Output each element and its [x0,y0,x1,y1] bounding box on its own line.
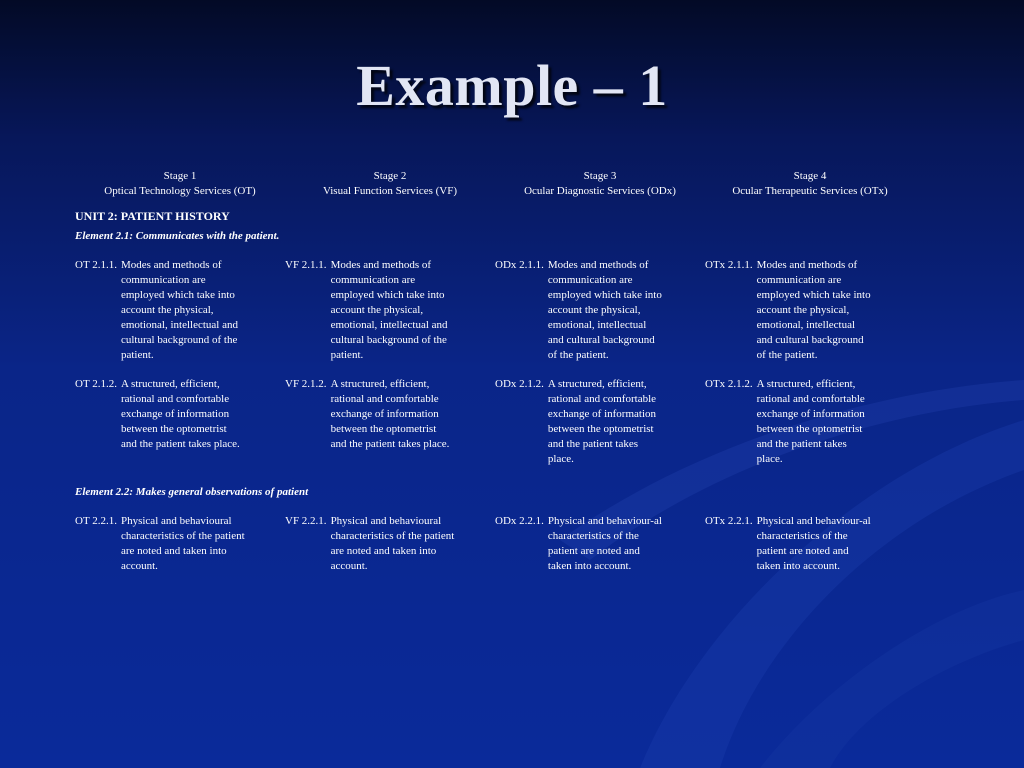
table-cell [75,258,285,363]
description-line: account the physical, [756,304,850,316]
description-line: taken into account. [756,560,841,572]
description-line: Physical and behavioural [120,515,232,527]
description-line: taken into account. [547,560,632,572]
competency-item [705,258,915,363]
competency-code: OT 2.1.1. [75,259,117,271]
table-cell [75,514,285,574]
element-heading-2-1: Element 2.1: Communicates with the patient. [75,230,280,242]
competency-item [75,514,285,574]
description-line: communication are [756,274,842,286]
description-line: account. [330,560,368,572]
description-line: cultural background of the [120,334,238,346]
stage-label: Stage 4 [793,170,827,182]
description-line: between the optometrist [120,423,227,435]
competency-item [285,258,495,363]
competency-code: ODx 2.2.1. [495,515,544,527]
table-cell [705,258,915,363]
description-line: A structured, efficient, [756,378,856,390]
description-line: emotional, intellectual [756,319,856,331]
stage-header-3 [495,169,705,199]
competency-description [548,514,662,574]
description-line: characteristics of the patient [330,530,455,542]
description-line: account. [120,560,158,572]
competency-code: ODx 2.1.1. [495,259,544,271]
description-line: Modes and methods of [547,259,649,271]
stage-header-1 [75,169,285,199]
element-2-2-rows [75,514,915,574]
table-cell [495,377,705,467]
description-line: employed which take into [756,289,871,301]
description-line: exchange of information [330,408,439,420]
table-cell [495,258,705,363]
description-line: and the patient takes place. [120,438,240,450]
description-line: patient are noted and [547,545,640,557]
description-line: are noted and taken into [330,545,437,557]
stage-service: Ocular Therapeutic Services (OTx) [732,185,888,197]
description-line: employed which take into [330,289,445,301]
description-line: exchange of information [756,408,865,420]
element-2-1-rows [75,258,915,467]
description-line: employed which take into [120,289,235,301]
description-line: and the patient takes place. [330,438,450,450]
description-line: rational and comfortable [330,393,439,405]
stage-label: Stage 1 [163,170,197,182]
competency-item [75,258,285,363]
description-line: emotional, intellectual [547,319,647,331]
table-cell [495,514,705,574]
competency-description [757,258,871,363]
table-cell [75,377,285,467]
competency-code: VF 2.1.1. [285,259,327,271]
description-line: place. [756,453,783,465]
description-line: rational and comfortable [120,393,230,405]
description-line: account the physical, [330,304,424,316]
table-row [75,258,915,363]
competency-table [75,169,915,574]
description-line: characteristics of the [756,530,848,542]
stage-header-2 [285,169,495,199]
element-heading-2-2: Element 2.2: Makes general observations of patient [75,486,309,498]
description-line: characteristics of the [547,530,639,542]
description-line: rational and comfortable [756,393,865,405]
description-line: A structured, efficient, [547,378,647,390]
competency-item [75,377,285,452]
competency-code: ODx 2.1.2. [495,378,544,390]
description-line: of the patient. [547,349,609,361]
description-line: emotional, intellectual and [330,319,448,331]
stage-service: Ocular Diagnostic Services (ODx) [524,185,676,197]
table-cell [285,258,495,363]
description-line: account the physical, [547,304,641,316]
description-line: Modes and methods of [120,259,222,271]
description-line: patient. [330,349,364,361]
description-line: A structured, efficient, [330,378,430,390]
competency-code: OT 2.2.1. [75,515,117,527]
description-line: Modes and methods of [756,259,858,271]
description-line: and the patient takes [547,438,638,450]
description-line: between the optometrist [547,423,654,435]
description-line: patient. [120,349,154,361]
competency-item [495,258,705,363]
competency-description [121,377,240,452]
competency-item [705,377,915,467]
competency-item [495,514,705,574]
stage-header-4 [705,169,915,199]
table-cell [285,377,495,467]
competency-description [121,514,245,574]
competency-description [331,258,448,363]
competency-description [331,377,450,452]
description-line: account the physical, [120,304,214,316]
description-line: Physical and behavioural [330,515,442,527]
competency-item [285,514,495,574]
description-line: exchange of information [547,408,657,420]
table-row [75,377,915,467]
competency-description [548,377,656,467]
competency-description [331,514,455,574]
description-line: and cultural background [756,334,864,346]
competency-description [121,258,238,363]
description-line: Physical and behaviour-al [756,515,871,527]
stage-label: Stage 3 [583,170,617,182]
description-line: communication are [330,274,416,286]
description-line: communication are [120,274,206,286]
description-line: and cultural background [547,334,655,346]
unit-heading: UNIT 2: PATIENT HISTORY [75,209,230,223]
competency-item [495,377,705,467]
table-cell [705,514,915,574]
competency-code: OTx 2.2.1. [705,515,753,527]
competency-code: VF 2.1.2. [285,378,327,390]
page-title: Example – 1 [356,53,668,118]
description-line: characteristics of the patient [120,530,245,542]
description-line: employed which take into [547,289,662,301]
description-line: between the optometrist [330,423,437,435]
description-line: emotional, intellectual and [120,319,238,331]
stage-label: Stage 2 [373,170,407,182]
description-line: rational and comfortable [547,393,657,405]
table-row [75,514,915,574]
competency-code: VF 2.2.1. [285,515,327,527]
stage-headers [75,169,915,199]
description-line: Physical and behaviour-al [547,515,662,527]
description-line: patient are noted and [756,545,849,557]
description-line: A structured, efficient, [120,378,220,390]
description-line: of the patient. [756,349,818,361]
table-cell [705,377,915,467]
competency-code: OTx 2.1.2. [705,378,753,390]
description-line: between the optometrist [756,423,863,435]
description-line: and the patient takes [756,438,847,450]
stage-service: Optical Technology Services (OT) [104,185,256,197]
competency-item [705,514,915,574]
description-line: cultural background of the [330,334,447,346]
competency-code: OT 2.1.2. [75,378,117,390]
description-line: exchange of information [120,408,230,420]
competency-item [285,377,495,452]
table-cell [285,514,495,574]
competency-description [757,377,865,467]
description-line: place. [547,453,574,465]
competency-code: OTx 2.1.1. [705,259,753,271]
stage-service: Visual Function Services (VF) [322,185,458,197]
competency-description [548,258,662,363]
competency-description [757,514,871,574]
description-line: Modes and methods of [330,259,432,271]
description-line: are noted and taken into [120,545,227,557]
description-line: communication are [547,274,633,286]
